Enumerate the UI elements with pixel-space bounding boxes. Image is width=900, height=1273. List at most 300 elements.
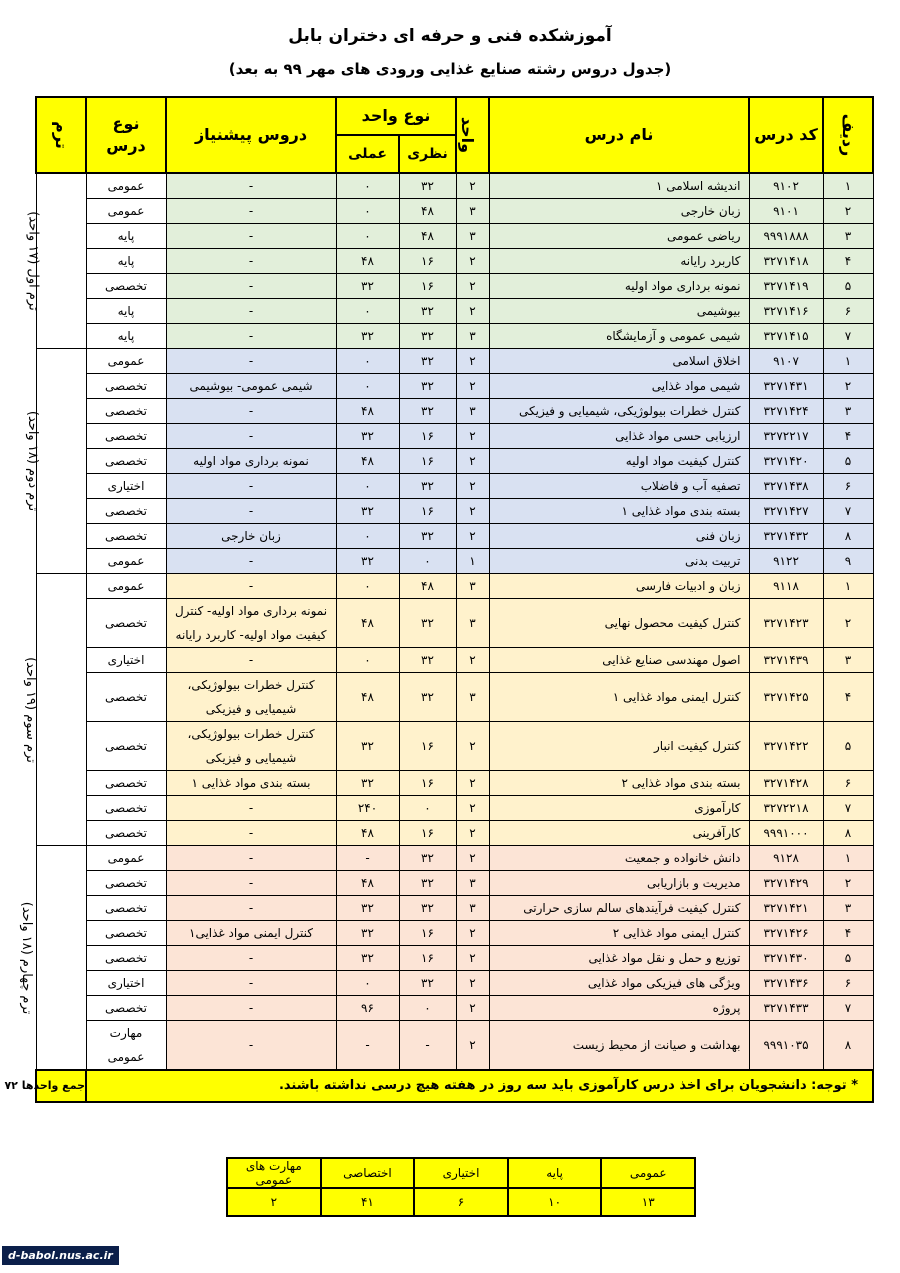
header-vahed: واحد (456, 97, 489, 173)
practical-hours: ۰ (336, 524, 399, 549)
course-name: کنترل کیفیت مواد اولیه (489, 449, 749, 474)
term-label: ترم سوم (۱۹ واحد) (36, 574, 86, 846)
row-number: ۶ (823, 299, 873, 324)
summary-label: عمومی (601, 1158, 695, 1188)
theory-hours: ۴۸ (399, 199, 456, 224)
course-units: ۲ (456, 299, 489, 324)
practical-hours: ۳۲ (336, 722, 399, 771)
page-title: آموزشکده فنی و حرفه ای دختران بابل (288, 26, 612, 46)
practical-hours: ۰ (336, 173, 399, 199)
theory-hours: ۱۶ (399, 449, 456, 474)
prerequisite: - (166, 224, 336, 249)
theory-hours: ۳۲ (399, 524, 456, 549)
table-row (36, 1021, 873, 1071)
row-number: ۲ (823, 374, 873, 399)
course-units: ۳ (456, 871, 489, 896)
row-number: ۴ (823, 424, 873, 449)
course-units: ۳ (456, 399, 489, 424)
course-name: بسته بندی مواد غذایی ۱ (489, 499, 749, 524)
course-units: ۲ (456, 1021, 489, 1071)
theory-hours: ۳۲ (399, 871, 456, 896)
course-units: ۲ (456, 474, 489, 499)
row-number: ۳ (823, 224, 873, 249)
course-code: ۳۲۷۲۲۱۸ (749, 796, 823, 821)
course-units: ۲ (456, 274, 489, 299)
course-name: ویژگی های فیزیکی مواد غذایی (489, 971, 749, 996)
course-type: تخصصی (86, 821, 166, 846)
term-label: ترم دوم (۱۸ واحد) (36, 349, 86, 574)
course-code: ۳۲۷۱۴۳۶ (749, 971, 823, 996)
course-name: مدیریت و بازاریابی (489, 871, 749, 896)
theory-hours: ۳۲ (399, 599, 456, 648)
prerequisite: زبان خارجی (166, 524, 336, 549)
course-code: ۹۱۲۲ (749, 549, 823, 574)
prerequisite: کنترل خطرات بیولوژیکی، شیمیایی و فیزیکی (166, 673, 336, 722)
prerequisite: - (166, 971, 336, 996)
course-type: تخصصی (86, 771, 166, 796)
course-units: ۳ (456, 574, 489, 599)
prerequisite: - (166, 796, 336, 821)
course-units: ۲ (456, 249, 489, 274)
practical-hours: ۳۲ (336, 274, 399, 299)
row-number: ۶ (823, 971, 873, 996)
course-code: ۳۲۷۱۴۲۵ (749, 673, 823, 722)
theory-hours: ۱۶ (399, 946, 456, 971)
prerequisite: کنترل ایمنی مواد غذایی۱ (166, 921, 336, 946)
course-code: ۳۲۷۱۴۳۲ (749, 524, 823, 549)
prerequisite: - (166, 399, 336, 424)
course-name: تصفیه آب و فاضلاب (489, 474, 749, 499)
prerequisite: - (166, 274, 336, 299)
theory-hours: ۳۲ (399, 299, 456, 324)
course-name: ریاضی عمومی (489, 224, 749, 249)
practical-hours: ۰ (336, 299, 399, 324)
practical-hours: ۹۶ (336, 996, 399, 1021)
practical-hours: ۳۲ (336, 921, 399, 946)
table-row (36, 349, 873, 374)
course-units: ۳ (456, 324, 489, 349)
course-units: ۲ (456, 374, 489, 399)
course-units: ۳ (456, 224, 489, 249)
course-units: ۲ (456, 846, 489, 871)
course-name: شیمی عمومی و آزمایشگاه (489, 324, 749, 349)
practical-hours: ۴۸ (336, 821, 399, 846)
table-row (36, 821, 873, 846)
row-number: ۶ (823, 474, 873, 499)
course-type: عمومی (86, 199, 166, 224)
table-row (36, 499, 873, 524)
theory-hours: ۴۸ (399, 224, 456, 249)
course-type: تخصصی (86, 946, 166, 971)
course-code: ۳۲۷۱۴۱۸ (749, 249, 823, 274)
table-row (36, 921, 873, 946)
course-units: ۲ (456, 996, 489, 1021)
theory-hours: ۱۶ (399, 921, 456, 946)
course-name: اندیشه اسلامی ۱ (489, 173, 749, 199)
course-name: شیمی مواد غذایی (489, 374, 749, 399)
table-row (36, 722, 873, 771)
theory-hours: ۳۲ (399, 399, 456, 424)
theory-hours: ۳۲ (399, 374, 456, 399)
course-name: کنترل ایمنی مواد غذایی ۱ (489, 673, 749, 722)
course-type: پایه (86, 299, 166, 324)
row-number: ۴ (823, 921, 873, 946)
prerequisite: بسته بندی مواد غذایی ۱ (166, 771, 336, 796)
header-code: کد درس (749, 97, 823, 173)
course-type: تخصصی (86, 996, 166, 1021)
course-units: ۳ (456, 199, 489, 224)
theory-hours: ۳۲ (399, 324, 456, 349)
theory-hours: ۱۶ (399, 821, 456, 846)
page-subtitle: (جدول دروس رشته صنایع غذایی ورودی های مهر ۹۹ به بعد) (228, 60, 672, 78)
course-units: ۲ (456, 771, 489, 796)
course-name: پروژه (489, 996, 749, 1021)
course-type: تخصصی (86, 871, 166, 896)
course-type: اختیاری (86, 474, 166, 499)
practical-hours: ۰ (336, 349, 399, 374)
course-code: ۹۹۹۱۰۳۵ (749, 1021, 823, 1071)
term-label: ترم اول (۱۷ واحد) (36, 173, 86, 349)
row-number: ۴ (823, 249, 873, 274)
row-number: ۱ (823, 574, 873, 599)
row-number: ۵ (823, 449, 873, 474)
row-number: ۷ (823, 499, 873, 524)
summary-value: ۴۱ (321, 1188, 415, 1216)
course-code: ۹۱۰۱ (749, 199, 823, 224)
course-code: ۳۲۷۱۴۲۳ (749, 599, 823, 648)
theory-hours: ۱۶ (399, 249, 456, 274)
course-name: کنترل کیفیت فرآیندهای سالم سازی حرارتی (489, 896, 749, 921)
practical-hours: ۰ (336, 474, 399, 499)
course-name: کنترل خطرات بیولوژیکی، شیمیایی و فیزیکی (489, 399, 749, 424)
prerequisite: - (166, 424, 336, 449)
course-name: بسته بندی مواد غذایی ۲ (489, 771, 749, 796)
prerequisite: - (166, 249, 336, 274)
theory-hours: ۳۲ (399, 673, 456, 722)
theory-hours: - (399, 1021, 456, 1071)
course-name: کنترل کیفیت انبار (489, 722, 749, 771)
row-number: ۳ (823, 399, 873, 424)
practical-hours: ۳۲ (336, 324, 399, 349)
row-number: ۸ (823, 524, 873, 549)
theory-hours: ۳۲ (399, 896, 456, 921)
course-type: تخصصی (86, 499, 166, 524)
header-nazari: نظری (399, 135, 456, 173)
prerequisite: - (166, 1021, 336, 1071)
course-units: ۲ (456, 449, 489, 474)
table-row (36, 971, 873, 996)
watermark: d-babol.nus.ac.ir (2, 1246, 119, 1265)
course-units: ۲ (456, 499, 489, 524)
theory-hours: ۳۲ (399, 173, 456, 199)
table-row (36, 946, 873, 971)
practical-hours: ۰ (336, 648, 399, 673)
theory-hours: ۱۶ (399, 274, 456, 299)
practical-hours: ۴۸ (336, 249, 399, 274)
course-code: ۹۱۲۸ (749, 846, 823, 871)
practical-hours: - (336, 846, 399, 871)
course-units: ۲ (456, 524, 489, 549)
course-code: ۳۲۷۱۴۱۶ (749, 299, 823, 324)
prerequisite: - (166, 499, 336, 524)
course-name: زبان فنی (489, 524, 749, 549)
table-row (36, 449, 873, 474)
total-units: جمع واحدها ۷۲ (36, 1070, 86, 1102)
course-type: اختیاری (86, 648, 166, 673)
course-name: بیوشیمی (489, 299, 749, 324)
course-type: تخصصی (86, 921, 166, 946)
practical-hours: ۴۸ (336, 449, 399, 474)
course-units: ۳ (456, 599, 489, 648)
summary-label: پایه (508, 1158, 602, 1188)
course-code: ۳۲۷۱۴۲۲ (749, 722, 823, 771)
course-code: ۹۹۹۱۸۸۸ (749, 224, 823, 249)
course-name: بهداشت و صیانت از محیط زیست (489, 1021, 749, 1071)
practical-hours: ۴۸ (336, 871, 399, 896)
row-number: ۴ (823, 673, 873, 722)
practical-hours: ۰ (336, 224, 399, 249)
course-name: تربیت بدنی (489, 549, 749, 574)
course-units: ۲ (456, 971, 489, 996)
table-row (36, 996, 873, 1021)
practical-hours: ۰ (336, 199, 399, 224)
table-row (36, 524, 873, 549)
course-code: ۹۱۰۲ (749, 173, 823, 199)
prerequisite: - (166, 324, 336, 349)
practical-hours: ۰ (336, 971, 399, 996)
theory-hours: ۳۲ (399, 648, 456, 673)
course-units: ۲ (456, 648, 489, 673)
prerequisite: نمونه برداری مواد اولیه (166, 449, 336, 474)
prerequisite: - (166, 574, 336, 599)
course-units: ۲ (456, 946, 489, 971)
course-type: تخصصی (86, 722, 166, 771)
summary-value: ۱۰ (508, 1188, 602, 1216)
course-code: ۹۱۰۷ (749, 349, 823, 374)
course-name: دانش خانواده و جمعیت (489, 846, 749, 871)
course-type: پایه (86, 224, 166, 249)
course-code: ۳۲۷۱۴۱۹ (749, 274, 823, 299)
table-row (36, 199, 873, 224)
course-type: عمومی (86, 549, 166, 574)
table-row (36, 173, 873, 199)
theory-hours: ۴۸ (399, 574, 456, 599)
table-row (36, 796, 873, 821)
course-code: ۳۲۷۱۴۳۱ (749, 374, 823, 399)
row-number: ۷ (823, 996, 873, 1021)
prerequisite: نمونه برداری مواد اولیه- کنترل کیفیت مواد اولیه- کاربرد رایانه (166, 599, 336, 648)
theory-hours: ۱۶ (399, 424, 456, 449)
course-code: ۳۲۷۱۴۱۵ (749, 324, 823, 349)
row-number: ۲ (823, 599, 873, 648)
course-name: کارآفرینی (489, 821, 749, 846)
row-number: ۸ (823, 821, 873, 846)
table-row (36, 274, 873, 299)
course-type: عمومی (86, 349, 166, 374)
practical-hours: ۴۸ (336, 399, 399, 424)
prerequisite: شیمی عمومی- بیوشیمی (166, 374, 336, 399)
course-type: اختیاری (86, 971, 166, 996)
course-code: ۳۲۷۱۴۲۴ (749, 399, 823, 424)
course-type: تخصصی (86, 424, 166, 449)
course-type: تخصصی (86, 399, 166, 424)
course-code: ۳۲۷۱۴۳۰ (749, 946, 823, 971)
course-type: تخصصی (86, 673, 166, 722)
course-units: ۲ (456, 173, 489, 199)
header-amali: عملی (336, 135, 399, 173)
course-code: ۳۲۷۲۲۱۷ (749, 424, 823, 449)
course-code: ۳۲۷۱۴۲۷ (749, 499, 823, 524)
theory-hours: ۳۲ (399, 474, 456, 499)
header-course-type: نوع درس (86, 97, 166, 173)
practical-hours: ۰ (336, 574, 399, 599)
course-type: تخصصی (86, 796, 166, 821)
table-row (36, 896, 873, 921)
theory-hours: ۳۲ (399, 846, 456, 871)
row-number: ۳ (823, 648, 873, 673)
row-number: ۱ (823, 846, 873, 871)
row-number: ۲ (823, 199, 873, 224)
table-row (36, 846, 873, 871)
theory-hours: ۳۲ (399, 349, 456, 374)
course-code: ۳۲۷۱۴۲۶ (749, 921, 823, 946)
course-code: ۳۲۷۱۴۳۳ (749, 996, 823, 1021)
table-row (36, 673, 873, 722)
row-number: ۷ (823, 324, 873, 349)
table-row (36, 249, 873, 274)
table-row (36, 549, 873, 574)
course-name: اخلاق اسلامی (489, 349, 749, 374)
term-label: ترم چهارم (۱۸ واحد) (36, 846, 86, 1071)
table-row (36, 574, 873, 599)
prerequisite: - (166, 299, 336, 324)
table-row (36, 599, 873, 648)
footnote: * توجه: دانشجویان برای اخذ درس کارآموزی باید سه روز در هفته هیچ درسی نداشته باشند. (86, 1070, 873, 1102)
course-type: عمومی (86, 846, 166, 871)
table-row (36, 224, 873, 249)
course-type: تخصصی (86, 274, 166, 299)
practical-hours: ۴۸ (336, 673, 399, 722)
prerequisite: - (166, 648, 336, 673)
table-row (36, 399, 873, 424)
theory-hours: ۰ (399, 796, 456, 821)
course-type: پایه (86, 324, 166, 349)
practical-hours: ۳۲ (336, 499, 399, 524)
course-name: کنترل کیفیت محصول نهایی (489, 599, 749, 648)
summary-table (226, 1157, 696, 1217)
practical-hours: ۳۲ (336, 549, 399, 574)
practical-hours: ۳۲ (336, 771, 399, 796)
course-code: ۳۲۷۱۴۳۹ (749, 648, 823, 673)
prerequisite: - (166, 474, 336, 499)
theory-hours: ۰ (399, 996, 456, 1021)
course-units: ۲ (456, 424, 489, 449)
prerequisite: - (166, 199, 336, 224)
course-code: ۳۲۷۱۴۲۹ (749, 871, 823, 896)
prerequisite: - (166, 896, 336, 921)
theory-hours: ۱۶ (399, 722, 456, 771)
prerequisite: - (166, 846, 336, 871)
theory-hours: ۳۲ (399, 971, 456, 996)
practical-hours: ۰ (336, 374, 399, 399)
course-units: ۲ (456, 921, 489, 946)
prerequisite: - (166, 996, 336, 1021)
theory-hours: ۱۶ (399, 499, 456, 524)
course-code: ۳۲۷۱۴۲۸ (749, 771, 823, 796)
course-type: تخصصی (86, 374, 166, 399)
course-type: مهارت عمومی (86, 1021, 166, 1071)
course-units: ۳ (456, 896, 489, 921)
row-number: ۵ (823, 722, 873, 771)
course-type: عمومی (86, 574, 166, 599)
table-row (36, 871, 873, 896)
summary-label: مهارت های عمومی (227, 1158, 321, 1188)
practical-hours: - (336, 1021, 399, 1071)
row-number: ۵ (823, 274, 873, 299)
course-name: زبان و ادبیات فارسی (489, 574, 749, 599)
header-prereq: دروس پیشنیاز (166, 97, 336, 173)
row-number: ۳ (823, 896, 873, 921)
course-units: ۱ (456, 549, 489, 574)
header-name: نام درس (489, 97, 749, 173)
table-row (36, 324, 873, 349)
courses-table (4, 96, 874, 1103)
course-code: ۹۹۹۱۰۰۰ (749, 821, 823, 846)
course-type: پایه (86, 249, 166, 274)
course-type: تخصصی (86, 599, 166, 648)
course-name: کارآموزی (489, 796, 749, 821)
header-radif: ردیف (823, 97, 873, 173)
course-type: تخصصی (86, 449, 166, 474)
row-number: ۹ (823, 549, 873, 574)
header-term: ترم (36, 97, 86, 173)
course-units: ۲ (456, 821, 489, 846)
course-name: اصول مهندسی صنایع غذایی (489, 648, 749, 673)
prerequisite: - (166, 173, 336, 199)
table-row (36, 374, 873, 399)
row-number: ۵ (823, 946, 873, 971)
course-code: ۳۲۷۱۴۲۰ (749, 449, 823, 474)
row-number: ۶ (823, 771, 873, 796)
course-name: ارزیابی حسی مواد غذایی (489, 424, 749, 449)
header-unit-type: نوع واحد (336, 97, 456, 135)
prerequisite: - (166, 871, 336, 896)
row-number: ۸ (823, 1021, 873, 1071)
course-name: کنترل ایمنی مواد غذایی ۲ (489, 921, 749, 946)
table-row (36, 299, 873, 324)
table-row (36, 771, 873, 796)
prerequisite: کنترل خطرات بیولوژیکی، شیمیایی و فیزیکی (166, 722, 336, 771)
course-code: ۹۱۱۸ (749, 574, 823, 599)
course-name: زبان خارجی (489, 199, 749, 224)
course-type: تخصصی (86, 524, 166, 549)
theory-hours: ۰ (399, 549, 456, 574)
table-row (36, 424, 873, 449)
prerequisite: - (166, 349, 336, 374)
course-code: ۳۲۷۱۴۳۸ (749, 474, 823, 499)
table-row (36, 648, 873, 673)
row-number: ۱ (823, 349, 873, 374)
practical-hours: ۴۸ (336, 599, 399, 648)
course-type: عمومی (86, 173, 166, 199)
practical-hours: ۳۲ (336, 424, 399, 449)
course-units: ۳ (456, 673, 489, 722)
row-number: ۲ (823, 871, 873, 896)
practical-hours: ۳۲ (336, 946, 399, 971)
row-number: ۱ (823, 173, 873, 199)
table-row (36, 474, 873, 499)
course-units: ۲ (456, 796, 489, 821)
